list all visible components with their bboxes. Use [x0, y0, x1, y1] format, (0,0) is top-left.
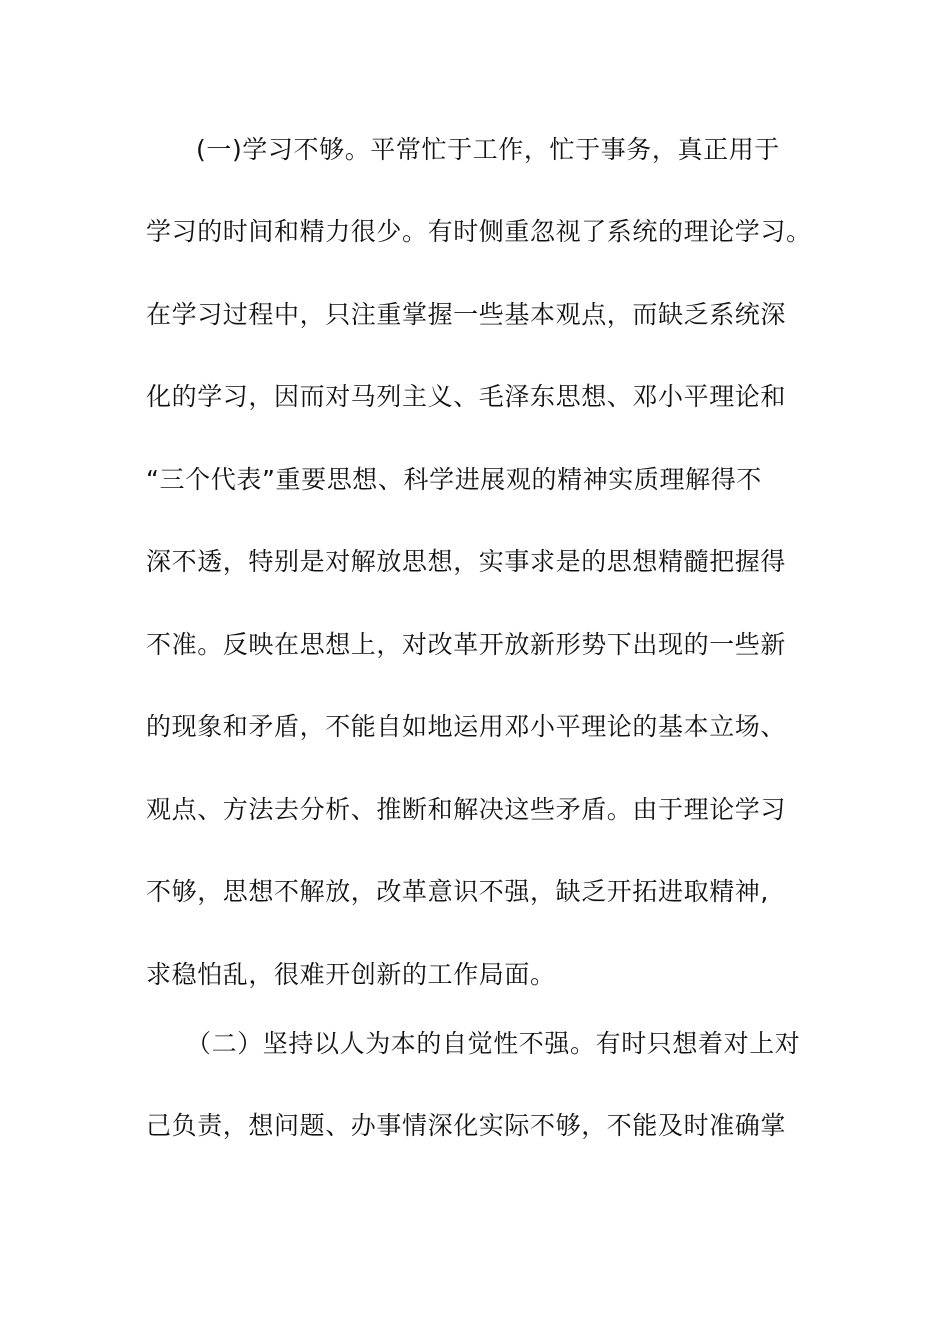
paragraph-1-line-3: 在学习过程中，只注重掌握一些基本观点，而缺乏系统深 — [146, 300, 787, 329]
paragraph-1-line-4: 化的学习，因而对马列主义、毛泽东思想、邓小平理论和 — [146, 382, 787, 411]
paragraph-1-line-11: 求稳怕乱，很难开创新的工作局面。 — [146, 960, 556, 989]
paragraph-1-line-7: 不准。反映在思想上，对改革开放新形势下出现的一些新 — [146, 630, 787, 659]
paragraph-1-line-2: 学习的时间和精力很少。有时侧重忽视了系统的理论学习。 — [146, 217, 812, 246]
paragraph-1-line-9: 观点、方法去分析、推断和解决这些矛盾。由于理论学习 — [146, 795, 787, 824]
paragraph-2-line-1: （二）坚持以人为本的自觉性不强。有时只想着对上对 — [186, 1029, 801, 1058]
paragraph-1-line-1: (一)学习不够。平常忙于工作，忙于事务，真正用于 — [196, 135, 780, 164]
paragraph-1-line-5: “三个代表”重要思想、科学进展观的精神实质理解得不 — [146, 465, 762, 494]
paragraph-1-line-8: 的现象和矛盾，不能自如地运用邓小平理论的基本立场、 — [146, 712, 787, 741]
paragraph-1-line-6: 深不透，特别是对解放思想，实事求是的思想精髓把握得 — [146, 547, 787, 576]
paragraph-2-line-2: 己负责，想问题、办事情深化实际不够，不能及时准确掌 — [146, 1111, 787, 1140]
paragraph-1-line-10: 不够，思想不解放，改革意识不强，缺乏开拓进取精神, — [146, 877, 769, 906]
